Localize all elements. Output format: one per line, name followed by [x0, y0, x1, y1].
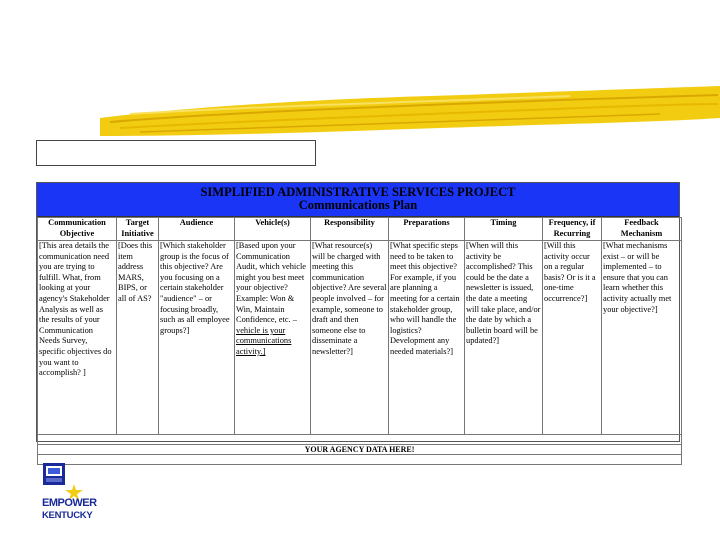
- agency-row: [38, 445, 682, 455]
- table-cell: [Does this item address MARS, BIPS, or all of AS?: [117, 241, 159, 435]
- table-cell: [What specific steps need to be taken to meet this objective? For example, if you are planning a meeting for a certain stakeholder group, who will handle the logistics? Development any needed materials?]: [389, 241, 465, 435]
- table-cell: [Which stakeholder group is the focus of this objective? Are you focusing on a certain stakeholder "audience" – or focusing broadly, such as all employee groups?]: [159, 241, 235, 435]
- col-header: Audience: [159, 218, 235, 241]
- col-header: Frequency, if Recurring: [543, 218, 602, 241]
- col-header: Target Initiative: [117, 218, 159, 241]
- header-row: [38, 218, 682, 241]
- col-header: Preparations: [389, 218, 465, 241]
- table-cell: [What resource(s) will be charged with meeting this communication objective? Are several people involved – for example, someone to draft and then someone else to disseminate a newsletter?]: [311, 241, 389, 435]
- document-banner: [37, 183, 679, 217]
- table-cell: [When will this activity be accomplished? This could be the date a newsletter is issued, the date a meeting will take place, and/or the date by which a bulletin board will be updated?]: [465, 241, 543, 435]
- title-placeholder-box: [36, 140, 316, 166]
- banner-title: SIMPLIFIED ADMINISTRATIVE SERVICES PROJECT: [200, 185, 516, 199]
- communications-plan-document: [36, 182, 680, 454]
- blank-row: [38, 455, 682, 465]
- agency-data-label: YOUR AGENCY DATA HERE!: [38, 445, 682, 455]
- vehicle-link-text: vehicle is your communications activity.]: [236, 325, 292, 356]
- table-cell: [Will this activity occur on a regular basis? Or is it a one-time occurrence?]: [543, 241, 602, 435]
- table-cell: [This area details the communication need you are trying to fulfill. What, from looking at your agency's Stakeholder Analysis as well as the results of your Communication Needs Survey, specific objectives do you want to accomplish? ]: [38, 241, 117, 435]
- plan-table: [37, 217, 682, 465]
- yellow-brush-stroke: [100, 78, 720, 140]
- table-row: [38, 241, 682, 435]
- computer-icon: [42, 462, 66, 486]
- col-header: Responsibility: [311, 218, 389, 241]
- table-cell: [What mechanisms exist – or will be implemented – to ensure that you can learn whether this activity actually met your objective?]: [602, 241, 682, 435]
- blank-row: [38, 435, 682, 445]
- col-header: Timing: [465, 218, 543, 241]
- logo-kentucky: KENTUCKY: [42, 510, 93, 521]
- col-header: Communication Objective: [38, 218, 117, 241]
- logo-empower: EMPOWER: [42, 497, 97, 509]
- col-header: Vehicle(s): [235, 218, 311, 241]
- banner-subtitle: Communications Plan: [298, 198, 418, 212]
- col-header: Feedback Mechanism: [602, 218, 682, 241]
- table-cell: [Based upon your Communication Audit, which vehicle might you best meet your objective? Example: Won & Win, Maintain Confidence, etc. – vehicle is your communications activity.]: [235, 241, 311, 435]
